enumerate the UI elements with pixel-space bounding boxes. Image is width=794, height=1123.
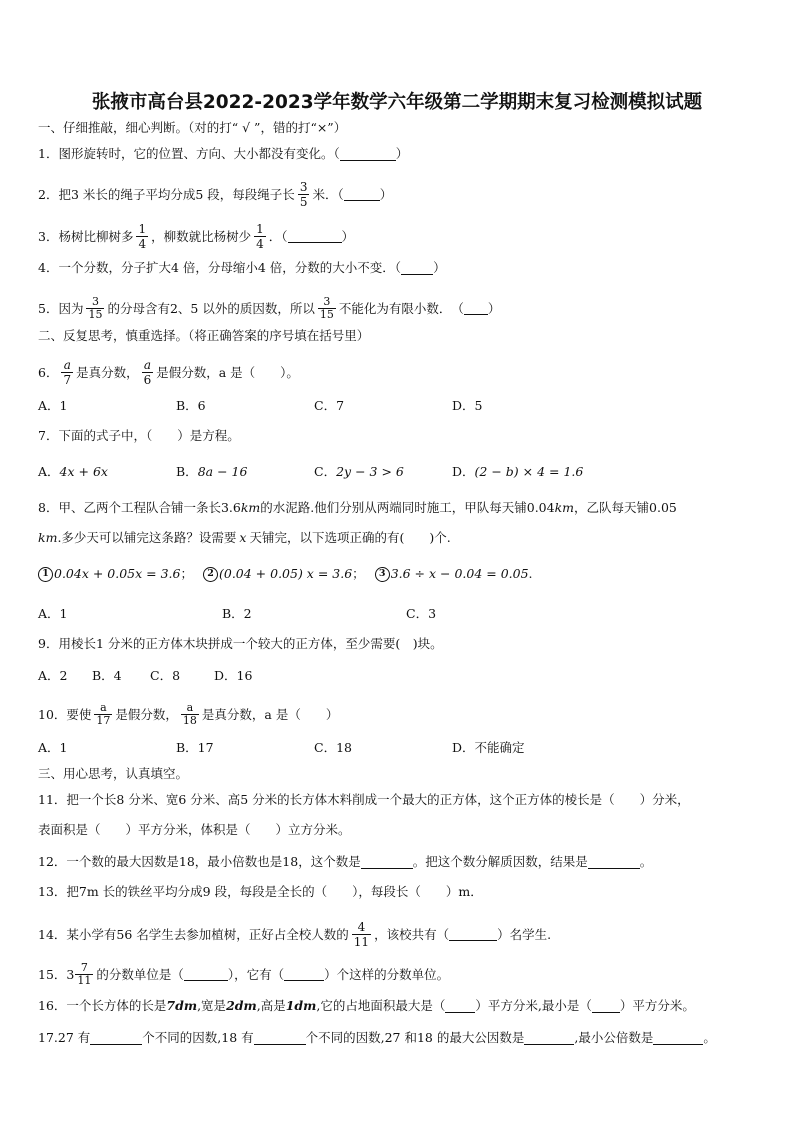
q3-fraction-2 [254,222,266,251]
q7-option-c-label: C． [314,464,337,479]
q10-fraction-2-num: a [186,701,194,714]
q8-l2-unit: km [38,530,58,545]
q6-fraction-1 [61,358,73,387]
q17-blank-2[interactable] [254,1032,306,1045]
q16-t5: ）平方分米。 [619,998,695,1013]
q2-fraction-den: 5 [299,195,308,209]
q8-l1-pre: 8．甲、乙两个工程队合铺一条长3.6 [38,500,241,515]
q10-post: 是真分数，a 是（ ） [201,706,339,722]
q10-option-a[interactable]: A．1 [38,740,68,755]
q12-pre: 12．一个数的最大因数是18，最小倍数也是18，这个数是 [38,854,361,869]
q4-end: ） [433,260,446,275]
q15-pre: 15． [38,966,67,982]
q17-pre: 17.27 有 [38,1030,91,1045]
q16-pre: 16．一个长方体的长是 [38,998,167,1013]
q8-l1-unit-1: km [240,500,261,515]
q7-option-a-expr: 4x + 6x [59,463,108,479]
q1-end: ） [395,146,409,161]
q2-fraction-num: 3 [299,180,308,194]
q16-blank-2[interactable] [592,1000,620,1013]
q12-mid: 。把这个数分解质因数，结果是 [412,854,588,869]
q5-answer-blank[interactable] [464,302,488,315]
question-6 [38,358,299,387]
question-8-line-1 [38,500,677,516]
q2-post: 米．（ [312,186,344,202]
q15-mid: ），它有（ [227,966,285,982]
q8-circle-2: 2 [203,567,218,582]
q17-blank-1[interactable] [90,1032,142,1045]
q7-option-d[interactable] [452,462,583,480]
q3-mid: ，柳数就比杨树少 [151,228,252,244]
question-9: 9．用棱长1 分米的正方体木块拼成一个较大的正方体，至少需要( )块。 [38,636,443,651]
q5-fraction-2 [318,296,336,321]
q8-sep-2: ； [352,566,365,581]
question-4 [38,260,446,276]
q17-c: ,最小公倍数是 [574,1030,654,1045]
q10-option-d[interactable]: D．不能确定 [452,740,525,755]
q10-fraction-1-num: a [100,701,107,714]
q7-option-c-expr: 2y − 3 > 6 [336,463,404,479]
q5-fraction-1 [86,296,104,321]
q8-sep-1: ； [180,566,193,581]
q14-pre: 14．某小学有56 名学生去参加植树，正好占全校人数的 [38,926,349,942]
q14-post: ，该校共有（ [374,926,450,942]
q2-pre: 2．把3 米长的绳子平均分成5 段，每段绳子长 [38,186,295,202]
q8-l1-post: ，乙队每天铺0.05 [574,500,677,515]
question-2 [38,180,392,209]
q6-mid: 是真分数， [76,364,139,380]
q7-option-b[interactable] [176,462,247,480]
q6-fraction-1-num: a [63,358,71,372]
q7-option-a[interactable] [38,462,108,480]
q15-fraction-num: 7 [80,961,88,974]
q6-option-b[interactable]: B．6 [176,398,206,413]
q3-pre: 3．杨树比柳树多 [38,228,134,244]
q8-circle-3: 3 [375,567,390,582]
q2-fraction [298,180,310,209]
q3-fraction-2-den: 4 [256,237,264,251]
q15-end: ）个这样的分数单位。 [324,966,450,982]
q17-blank-4[interactable] [653,1032,703,1045]
q14-end: ）名学生. [497,926,552,942]
q15-blank-1[interactable] [184,968,228,981]
q8-circle-1: 1 [38,567,53,582]
q1-answer-blank[interactable] [340,148,396,161]
q6-fraction-2-den: 6 [143,373,152,387]
q5-fraction-2-den: 15 [319,308,334,321]
q4-text: 4．一个分数，分子扩大4 倍，分母缩小4 倍，分数的大小不变．（ [38,260,402,275]
q6-post: 是假分数，a 是（ ）。 [156,364,299,380]
q3-fraction-1-den: 4 [138,237,147,251]
q8-l2-pre: .多少天可以铺完这条路？设需要 [57,530,237,545]
question-14 [38,920,551,949]
q15-whole: 3 [66,966,75,982]
q6-option-a[interactable]: A．1 [38,398,68,413]
q6-option-c[interactable]: C．7 [314,398,345,413]
q5-fraction-1-den: 15 [88,308,103,321]
question-16 [38,998,695,1014]
question-11-line-1: 11．把一个长8 分米、宽6 分米、高5 分米的长方体木料削成一个最大的正方体，这个正方体的棱长是（ ）分米， [38,792,690,807]
q3-fraction-1-num: 1 [138,222,147,236]
q10-fraction-1-den: 17 [96,714,111,727]
q10-mid: 是假分数， [115,706,178,722]
q8-l2-var: x [239,530,247,545]
q7-option-a-label: A． [38,464,60,479]
q10-option-c[interactable]: C．18 [314,740,352,755]
q5-post: 不能化为有限小数． （ [338,300,464,316]
question-7: 7．下面的式子中，（ ）是方程。 [38,428,240,443]
q6-fraction-1-den: 7 [63,373,72,387]
q5-fraction-1-num: 3 [91,295,99,308]
q16-blank-1[interactable] [445,1000,475,1013]
q15-fraction-den: 11 [77,974,92,987]
section-2-heading: 二、反复思考，慎重选择。（将正确答案的序号填在括号里） [38,328,370,343]
q17-b: 个不同的因数,27 和18 的最大公因数是 [305,1030,525,1045]
q7-option-d-label: D． [452,464,475,479]
q9-option-a[interactable]: A．2 [38,668,68,683]
q2-end: ） [379,186,393,202]
q16-height: 1dm [285,998,317,1013]
q8-l1-mid: 的水泥路.他们分别从两端同时施工，甲队每天铺0.04 [260,500,555,515]
section-3-heading: 三、用心思考，认真填空。 [38,766,189,781]
q12-blank-1[interactable] [361,856,413,869]
question-17 [38,1030,716,1046]
section-1-heading: 一、仔细推敲，细心判断。（对的打“ √ ”，错的打“×”） [38,120,347,135]
q10-pre: 10．要使 [38,706,92,722]
question-3 [38,222,354,251]
q14-answer-blank[interactable] [449,928,497,941]
q12-blank-2[interactable] [588,856,640,869]
q16-t1: ,宽是 [197,998,227,1013]
q16-t4: ）平方分米,最小是（ [475,998,592,1013]
q5-end: ） [487,300,501,316]
question-8-equations [38,566,533,582]
q8-option-c[interactable]: C．3 [406,606,437,621]
q16-t3: ,它的占地面积最大是（ [316,998,446,1013]
question-8-line-2 [38,530,451,546]
page-title: 张掖市高台县2022-2023学年数学六年级第二学期期末复习检测模拟试题 [91,92,703,113]
q2-answer-blank[interactable] [344,188,380,201]
question-5 [38,296,500,321]
q3-fraction-1 [136,222,148,251]
q17-end: 。 [703,1030,716,1045]
q8-option-a[interactable]: A．1 [38,606,68,621]
q15-blank-2[interactable] [284,968,324,981]
q5-pre: 5．因为 [38,300,84,316]
q10-fraction-2-den: 18 [182,714,197,727]
q16-width: 2dm [226,998,257,1013]
q8-l1-unit-2: km [554,500,575,515]
question-11-line-2: 表面积是（ ）平方分米，体积是（ ）立方分米。 [38,822,351,837]
q14-fraction-den: 11 [353,935,370,949]
q10-fraction-2 [181,702,199,727]
q15-post: 的分数单位是（ [96,966,184,982]
q7-option-c[interactable] [314,462,404,480]
q8-l2-post: 天铺完，以下选项正确的有( )个. [249,530,451,545]
q6-option-d[interactable]: D．5 [452,398,483,413]
q8-option-b[interactable]: B．2 [222,606,252,621]
q4-answer-blank[interactable] [401,262,433,275]
q5-fraction-2-num: 3 [323,295,331,308]
q17-a: 个不同的因数,18 有 [142,1030,254,1045]
q7-option-d-expr: (2 − b) × 4 = 1.6 [474,463,584,479]
q12-end: 。 [639,854,653,869]
q9-option-c[interactable]: C．8 [150,668,181,683]
q8-equation-3: 3.6 ÷ x − 0.04 = 0.05 [390,566,529,581]
q6-fraction-2 [142,358,154,387]
q7-option-b-label: B． [176,464,198,479]
q7-option-b-expr: 8a − 16 [197,463,248,479]
q14-fraction-num: 4 [357,920,366,934]
q16-length: 7dm [166,998,198,1013]
q16-t2: ,高是 [256,998,286,1013]
q6-fraction-2-num: a [143,358,151,372]
q10-fraction-1 [94,702,112,727]
q8-equation-2: (0.04 + 0.05) x = 3.6 [219,566,353,581]
question-12 [38,854,652,870]
q17-blank-3[interactable] [524,1032,574,1045]
q8-equation-1: 0.04x + 0.05x = 3.6 [54,566,181,581]
q14-fraction [352,920,371,949]
q3-fraction-2-num: 1 [256,222,264,236]
q9-option-d[interactable]: D．16 [214,668,253,683]
question-15 [38,962,449,987]
q8-end: . [528,566,533,581]
q6-pre: 6． [38,364,59,380]
question-13: 13．把7m 长的铁丝平均分成9 段，每段是全长的（ ），每段长（ ）m． [38,884,483,899]
question-1 [38,146,408,162]
q1-text: 1．图形旋转时，它的位置、方向、大小都没有变化。（ [38,146,340,161]
q15-fraction [75,962,93,987]
q3-answer-blank[interactable] [288,230,342,243]
q3-end: ） [341,228,355,244]
q9-option-b[interactable]: B．4 [92,668,122,683]
q5-mid: 的分母含有2、5 以外的质因数，所以 [107,300,315,316]
q3-post: ．（ [268,228,288,244]
question-10 [38,702,338,727]
q10-option-b[interactable]: B．17 [176,740,214,755]
